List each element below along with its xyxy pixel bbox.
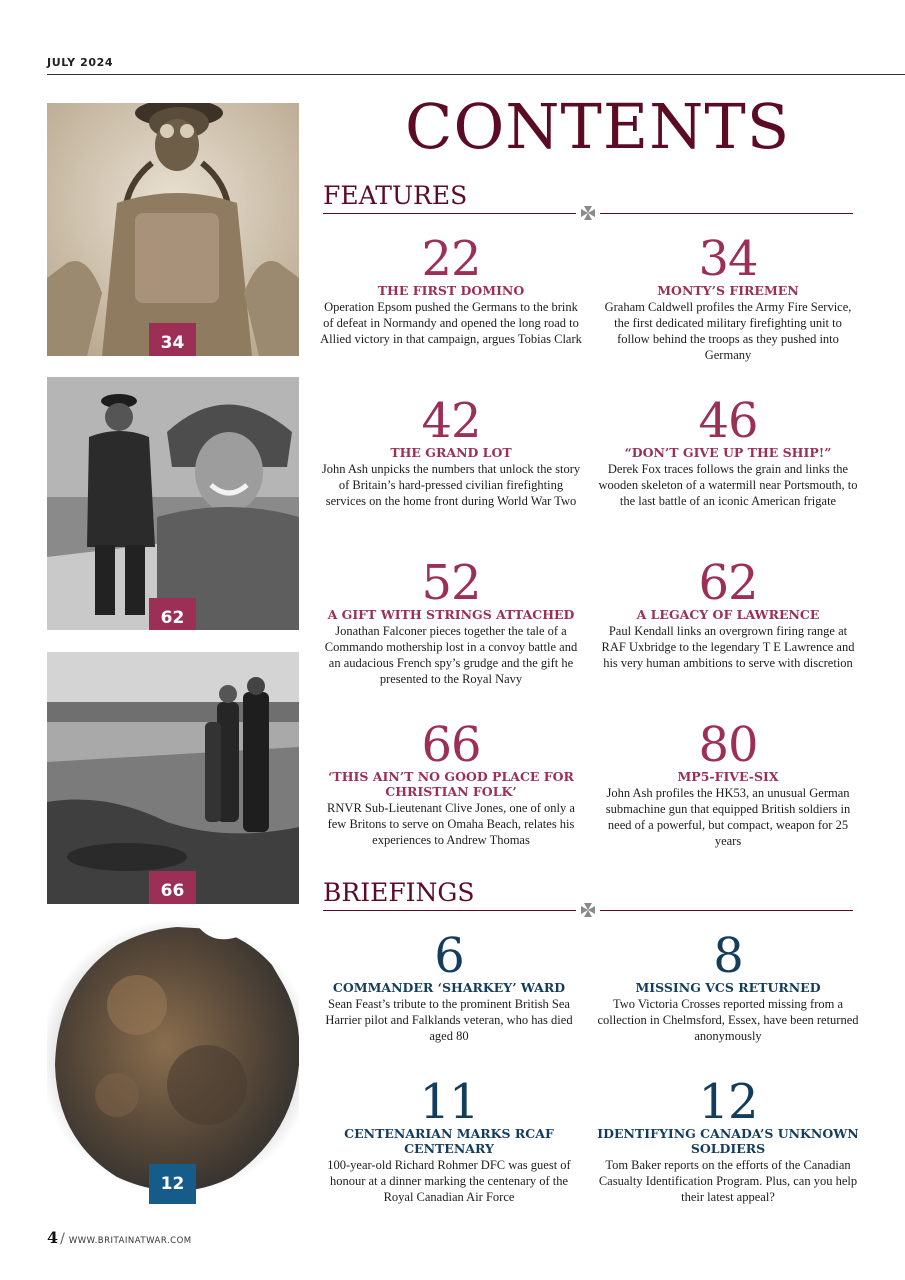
feature-page-number: 52 (421, 555, 481, 611)
feature-item[interactable] (320, 231, 582, 347)
feature-description: John Ash profiles the HK53, an unusual German submachine gun that equipped British soldiers in need of a powerful, but compact, weapon for 25 years (605, 786, 851, 848)
feature-title: “DON’T GIVE UP THE SHIP!” (624, 445, 832, 460)
briefing-item[interactable] (597, 1074, 859, 1205)
footer-slash-divider: / (60, 1231, 65, 1247)
feature-title: MP5-FIVE-SIX (677, 769, 779, 784)
feature-page-number: 34 (698, 231, 758, 287)
briefing-item[interactable] (597, 928, 859, 1044)
feature-item[interactable] (320, 717, 582, 848)
briefing-item[interactable] (318, 1074, 580, 1205)
footer-page-number: 4 (47, 1228, 59, 1247)
feature-page-number: 66 (421, 717, 481, 773)
page-title: CONTENTS (405, 90, 791, 163)
briefing-title: IDENTIFYING CANADA’S UNKNOWN SOLDIERS (597, 1126, 859, 1156)
feature-item[interactable] (597, 231, 859, 363)
footer-website-link[interactable]: WWW.BRITAINATWAR.COM (68, 1236, 192, 1246)
photo-badge: 62 (149, 598, 196, 630)
feature-page-number: 22 (421, 231, 481, 287)
feature-item[interactable] (597, 717, 859, 849)
briefings-rule-right (600, 910, 853, 911)
feature-page-number: 80 (698, 717, 758, 773)
identity-disc-image (47, 915, 299, 1205)
photo-badge: 66 (149, 871, 196, 904)
feature-description: Graham Caldwell profiles the Army Fire Service, the first dedicated military firefighting unit to follow behind the troops as they pushed into Germany (604, 300, 852, 362)
footer (47, 1228, 192, 1247)
feature-item[interactable] (597, 393, 859, 509)
briefing-page-number: 8 (713, 928, 743, 984)
feature-title: MONTY’S FIREMEN (657, 283, 799, 298)
maltese-cross-icon (580, 902, 596, 918)
feature-page-number: 42 (421, 393, 481, 449)
briefing-title: MISSING VCS RETURNED (635, 980, 821, 995)
feature-description: Operation Epsom pushed the Germans to the brink of defeat in Normandy and opened the long road to Allied victory in that campaign, argues Tobias Clark (320, 300, 582, 346)
briefing-description: Tom Baker reports on the efforts of the Canadian Casualty Identification Program. Plus, can you help their latest appeal? (598, 1158, 858, 1204)
issue-date: JULY 2024 (47, 56, 114, 69)
feature-title: THE FIRST DOMINO (377, 283, 525, 298)
feature-item[interactable] (320, 555, 582, 687)
photo-beach-landing[interactable] (47, 652, 299, 904)
briefing-page-number: 12 (698, 1074, 758, 1130)
feature-description: Jonathan Falconer pieces together the tale of a Commando mothership lost in a convoy battle and an audacious French spy’s grudge and the gift he presented to the Royal Navy (324, 624, 578, 686)
beach-landing-image (47, 652, 299, 904)
feature-item[interactable] (320, 393, 582, 509)
photo-identity-disc[interactable] (47, 915, 299, 1205)
feature-description: John Ash unpicks the numbers that unlock the story of Britain’s hard-pressed civilian firefighting services on the home front during World War Two (321, 462, 581, 508)
officer-and-soldier-image (47, 377, 299, 630)
briefing-title: CENTENARIAN MARKS RCAF CENTENARY (344, 1126, 554, 1156)
feature-title: A LEGACY OF LAWRENCE (636, 607, 820, 622)
photo-officer-and-soldier[interactable] (47, 377, 299, 630)
photo-badge: 12 (149, 1164, 196, 1204)
photo-badge: 34 (149, 323, 196, 356)
briefing-page-number: 6 (434, 928, 464, 984)
feature-item[interactable] (597, 555, 859, 671)
feature-title: THE GRAND LOT (390, 445, 512, 460)
briefing-description: Sean Feast’s tribute to the prominent British Sea Harrier pilot and Falklands veteran, who has died aged 80 (325, 997, 573, 1043)
features-heading: FEATURES (323, 181, 468, 210)
photo-gas-mask-soldier[interactable] (47, 103, 299, 356)
feature-description: Paul Kendall links an overgrown firing range at RAF Uxbridge to the legendary T E Lawrence and his very human ambitions to serve with discretion (601, 624, 855, 670)
briefings-rule-left (323, 910, 576, 911)
briefings-heading: BRIEFINGS (323, 878, 475, 907)
top-rule (47, 74, 905, 75)
maltese-cross-icon (580, 205, 596, 221)
feature-page-number: 46 (698, 393, 758, 449)
feature-title: A GIFT WITH STRINGS ATTACHED (327, 607, 575, 622)
briefing-page-number: 11 (419, 1074, 479, 1130)
feature-title: ‘THIS AIN’T NO GOOD PLACE FOR CHRISTIAN FOLK’ (328, 769, 574, 799)
briefing-description: 100-year-old Richard Rohmer DFC was guest of honour at a dinner marking the centenary of the Royal Canadian Air Force (327, 1158, 571, 1204)
briefing-title: COMMANDER ‘SHARKEY’ WARD (332, 980, 566, 995)
feature-description: Derek Fox traces follows the grain and links the wooden skeleton of a watermill near Portsmouth, to the last battle of an iconic American frigate (598, 462, 858, 508)
feature-description: RNVR Sub-Lieutenant Clive Jones, one of only a few Britons to serve on Omaha Beach, relates his experiences to Andrew Thomas (327, 801, 575, 847)
features-rule-right (600, 213, 853, 214)
features-rule-left (323, 213, 576, 214)
feature-page-number: 62 (698, 555, 758, 611)
gas-mask-soldier-image (47, 103, 299, 356)
briefing-item[interactable] (318, 928, 580, 1044)
briefing-description: Two Victoria Crosses reported missing from a collection in Chelmsford, Essex, have been returned anonymously (597, 997, 859, 1043)
